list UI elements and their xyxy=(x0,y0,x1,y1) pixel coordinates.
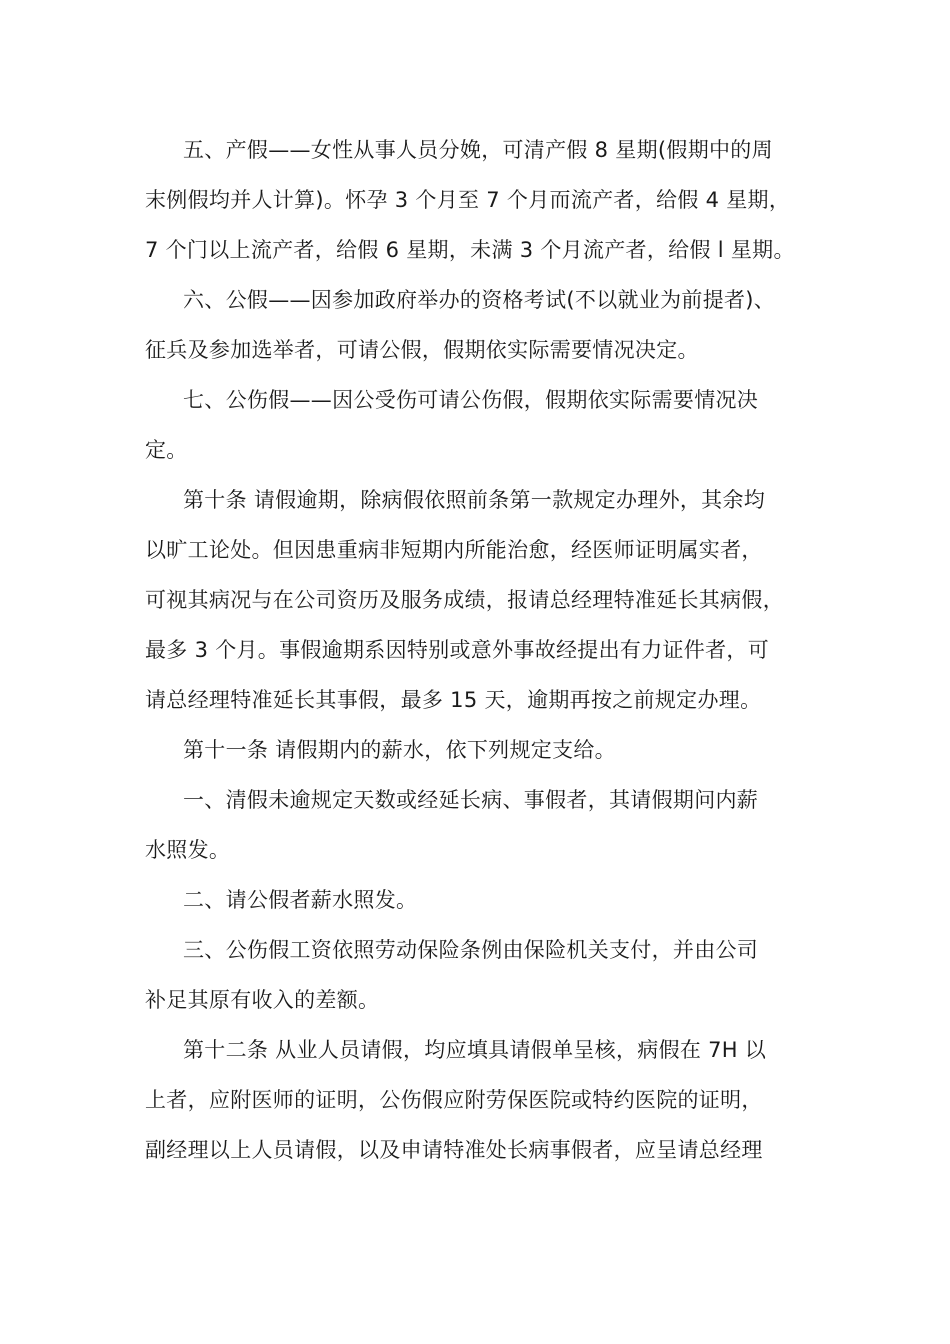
paragraph-9-line-2: 上者，应附医师的证明，公伤假应附劳保医院或特约医院的证明， xyxy=(145,1088,763,1112)
paragraph-5-line-1: 第十一条 请假期内的薪水，依下列规定支给。 xyxy=(183,738,616,762)
paragraph-2-line-2: 征兵及参加选举者，可请公假，假期依实际需要情况决定。 xyxy=(145,338,699,362)
paragraph-4-line-5: 请总经理特准延长其事假，最多 15 天，逾期再按之前规定办理。 xyxy=(145,688,762,712)
paragraph-4-line-3: 可视其病况与在公司资历及服务成绩，报请总经理特准延长其病假， xyxy=(145,588,784,612)
paragraph-4-line-1: 第十条 请假逾期，除病假依照前条第一款规定办理外，其余均 xyxy=(183,488,766,512)
paragraph-1-line-2: 末例假均并人计算)。怀孕 3 个月至 7 个月而流产者，给假 4 星期， xyxy=(145,188,791,212)
paragraph-2-line-1: 六、公假——因参加政府举办的资格考试(不以就业为前提者)、 xyxy=(183,288,776,312)
paragraph-6-line-2: 水照发。 xyxy=(145,838,231,862)
paragraph-4-line-4: 最多 3 个月。事假逾期系因特别或意外事故经提出有力证件者，可 xyxy=(145,638,770,662)
paragraph-7-line-1: 二、请公假者薪水照发。 xyxy=(183,888,418,912)
paragraph-4-line-2: 以旷工论处。但因患重病非短期内所能治愈，经医师证明属实者， xyxy=(145,538,763,562)
paragraph-3-line-1: 七、公伤假——因公受伤可请公伤假，假期依实际需要情况决 xyxy=(183,388,759,412)
paragraph-9-line-3: 副经理以上人员请假，以及申请特准处长病事假者，应呈请总经理 xyxy=(145,1138,763,1162)
paragraph-9-line-1: 第十二条 从业人员请假，均应填具请假单呈核，病假在 7H 以 xyxy=(183,1038,767,1062)
paragraph-6-line-1: 一、清假未逾规定天数或经延长病、事假者，其请假期问内薪 xyxy=(183,788,759,812)
paragraph-8-line-1: 三、公伤假工资依照劳动保险条例由保险机关支付，并由公司 xyxy=(183,938,759,962)
paragraph-3-line-2: 定。 xyxy=(145,438,188,462)
paragraph-1-line-1: 五、产假——女性从事人员分娩，可清产假 8 星期(假期中的周 xyxy=(183,138,773,162)
paragraph-8-line-2: 补足其原有收入的差额。 xyxy=(145,988,380,1012)
paragraph-1-line-3: 7 个门以上流产者，给假 6 星期，未满 3 个月流产者，给假 l 星期。 xyxy=(145,238,795,262)
